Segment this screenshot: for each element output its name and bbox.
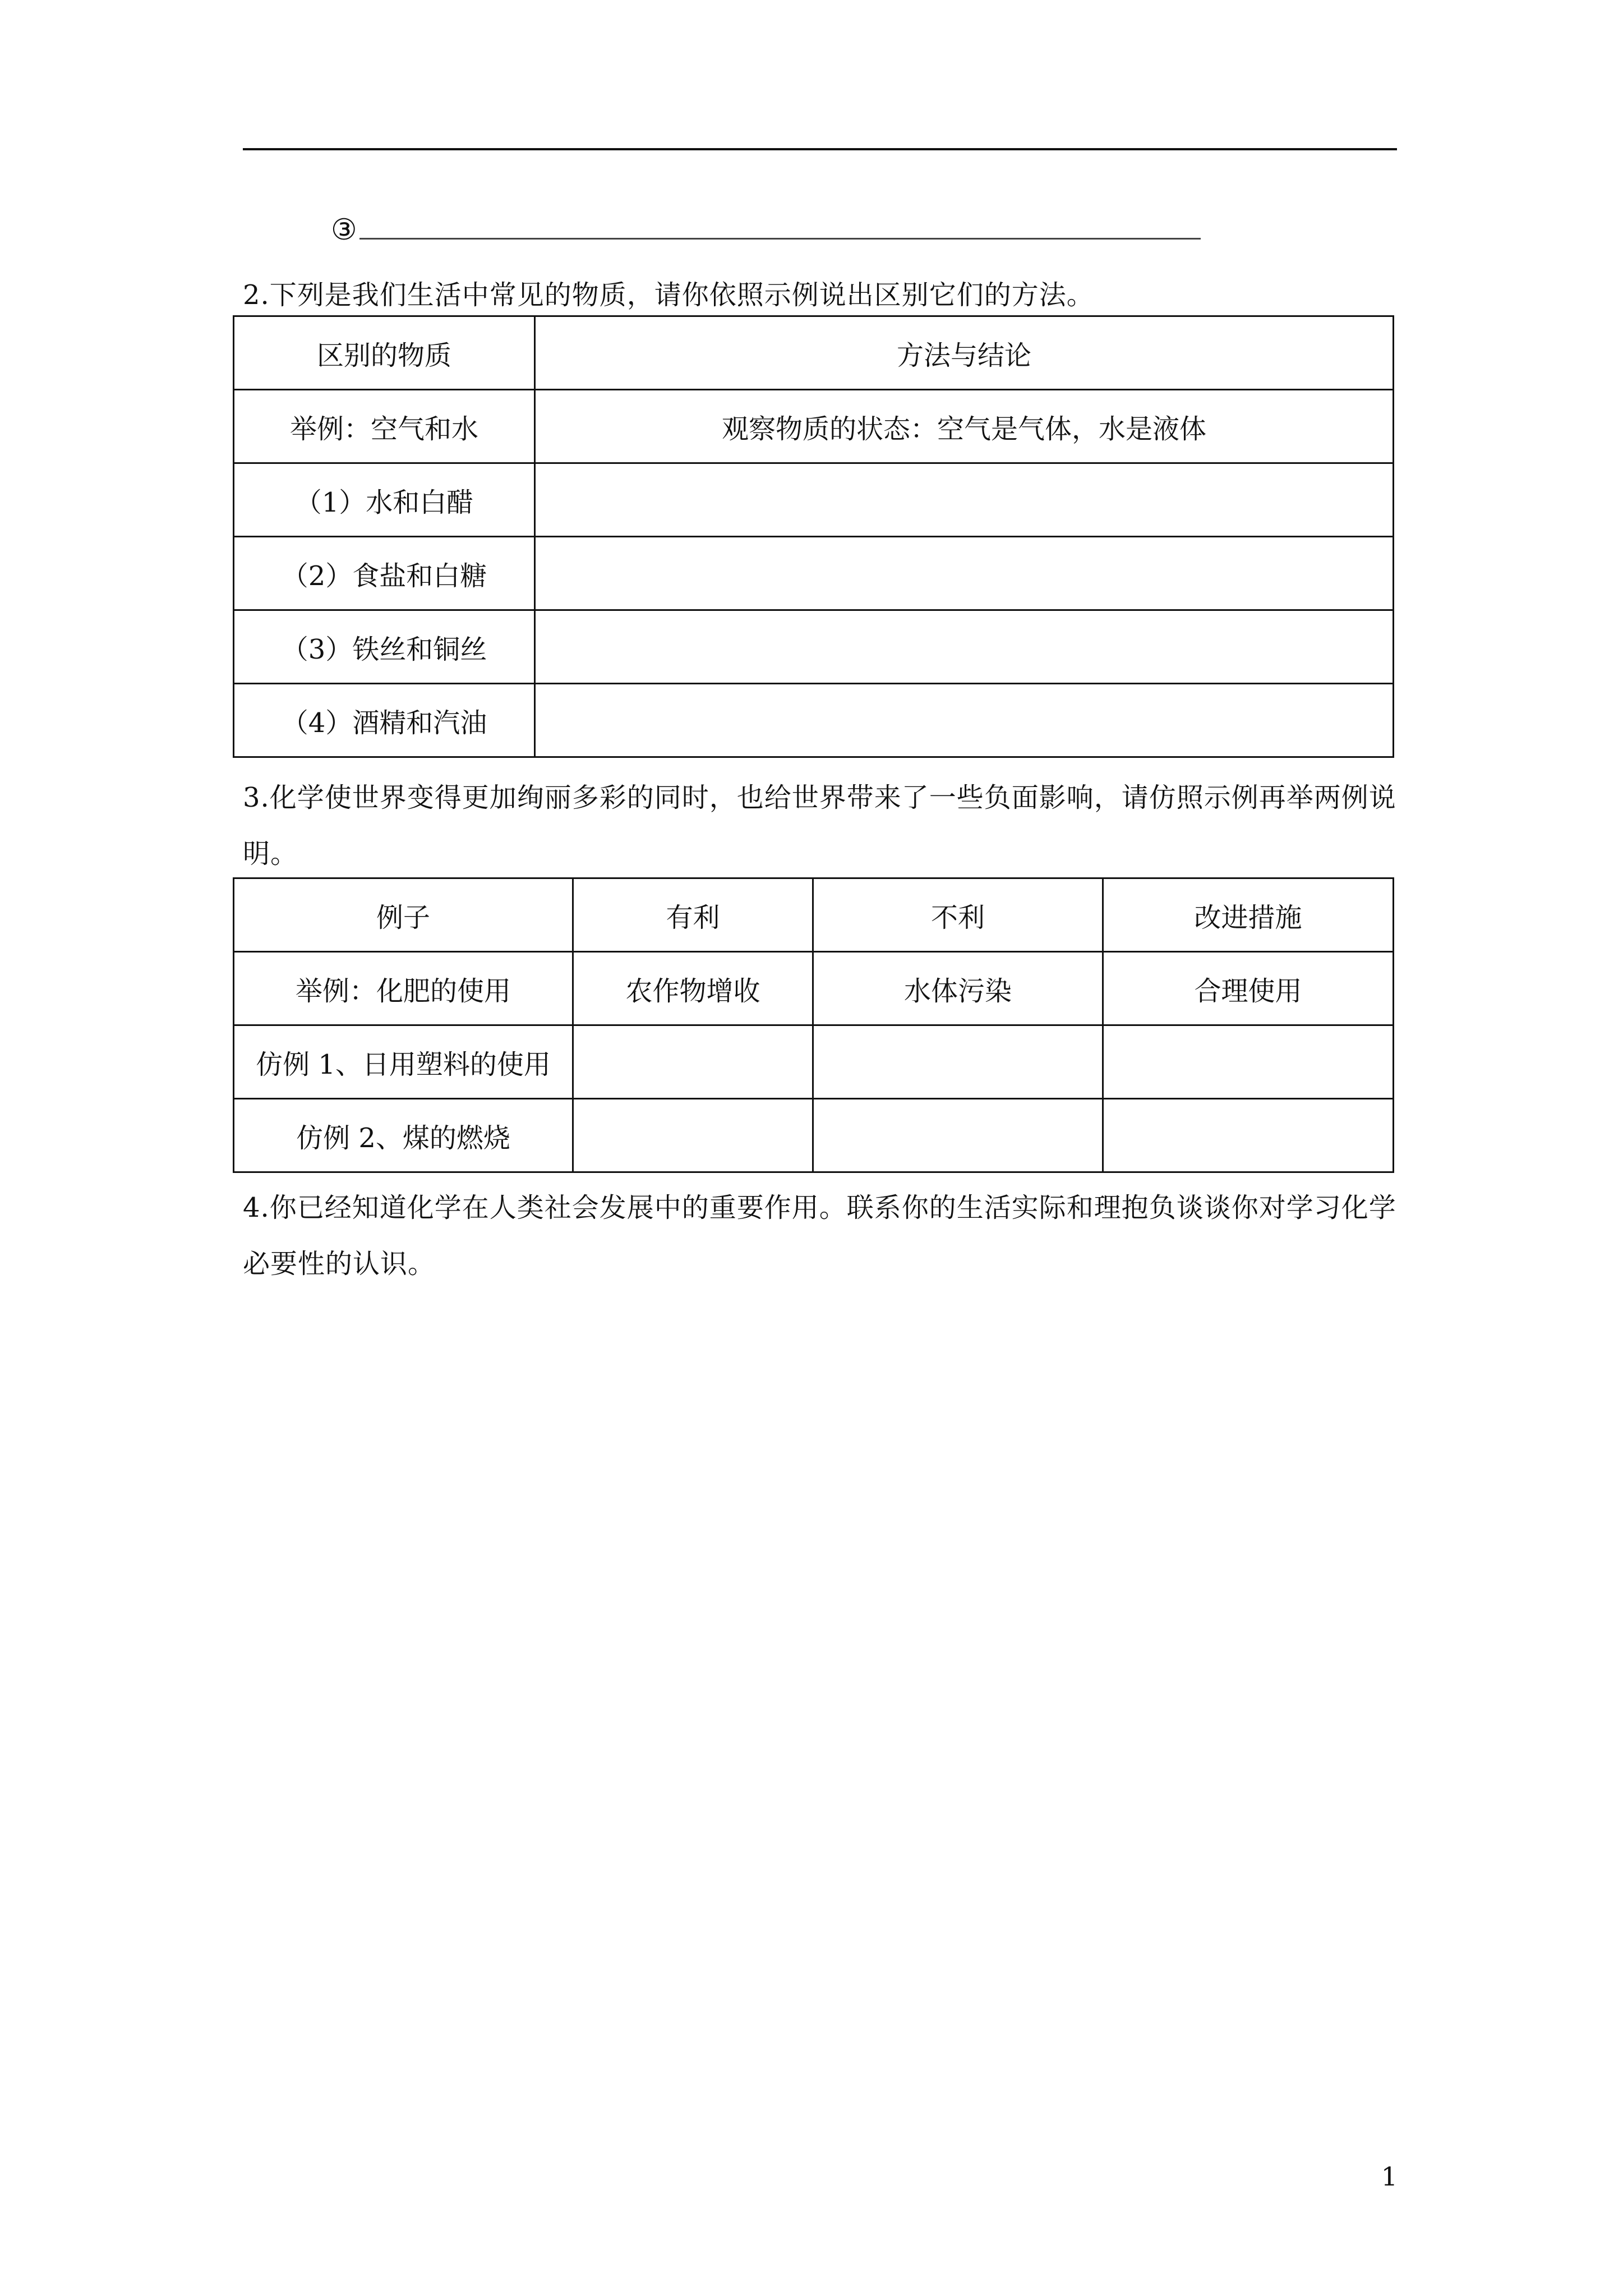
table-row (234, 390, 1394, 463)
table-header-row (234, 878, 1394, 952)
method-cell[interactable] (535, 463, 1394, 537)
substance-cell: 举例：空气和水 (234, 390, 535, 463)
harm-cell[interactable] (813, 1025, 1103, 1099)
example-cell: 仿例 2、煤的燃烧 (234, 1099, 573, 1172)
header-cell: 例子 (234, 878, 573, 952)
table-row (234, 1025, 1394, 1099)
table-row (234, 463, 1394, 537)
table-row (234, 537, 1394, 610)
question-3-text: 3.化学使世界变得更加绚丽多彩的同时，也给世界带来了一些负面影响，请仿照示例再举两例说明。 (243, 782, 1396, 869)
circled-number-3: ③ (331, 213, 357, 247)
improvement-cell: 合理使用 (1103, 952, 1394, 1025)
table-row (234, 952, 1394, 1025)
question-2-text: 2.下列是我们生活中常见的物质，请你依照示例说出区别它们的方法。 (243, 279, 1094, 311)
method-cell[interactable] (535, 537, 1394, 610)
method-cell[interactable] (535, 684, 1394, 757)
answer-line-3 (331, 210, 1201, 250)
substance-cell: （1）水和白醋 (234, 463, 535, 537)
header-cell: 改进措施 (1103, 878, 1394, 952)
table-row (234, 610, 1394, 684)
harm-cell: 水体污染 (813, 952, 1103, 1025)
substance-cell: （2）食盐和白糖 (234, 537, 535, 610)
header-cell: 方法与结论 (535, 316, 1394, 390)
header-cell: 有利 (573, 878, 813, 952)
table-header-row (234, 316, 1394, 390)
table-row (234, 1099, 1394, 1172)
header-cell: 区别的物质 (234, 316, 535, 390)
benefit-cell: 农作物增收 (573, 952, 813, 1025)
example-cell: 举例：化肥的使用 (234, 952, 573, 1025)
method-cell: 观察物质的状态：空气是气体，水是液体 (535, 390, 1394, 463)
substance-cell: （3）铁丝和铜丝 (234, 610, 535, 684)
table-row (234, 684, 1394, 757)
question-4-text: 4.你已经知道化学在人类社会发展中的重要作用。联系你的生活实际和理抱负谈谈你对学习化学必要性的认识。 (243, 1192, 1396, 1280)
page-number: 1 (1381, 2161, 1398, 2192)
answer-blank[interactable] (359, 211, 1201, 240)
improvement-cell[interactable] (1103, 1025, 1394, 1099)
benefit-cell[interactable] (573, 1099, 813, 1172)
substance-cell: （4）酒精和汽油 (234, 684, 535, 757)
header-cell: 不利 (813, 878, 1103, 952)
benefit-cell[interactable] (573, 1025, 813, 1099)
harm-cell[interactable] (813, 1099, 1103, 1172)
substance-distinction-table (233, 315, 1394, 758)
header-rule (243, 148, 1397, 150)
method-cell[interactable] (535, 610, 1394, 684)
chemistry-impact-table (233, 877, 1394, 1173)
improvement-cell[interactable] (1103, 1099, 1394, 1172)
example-cell: 仿例 1、日用塑料的使用 (234, 1025, 573, 1099)
